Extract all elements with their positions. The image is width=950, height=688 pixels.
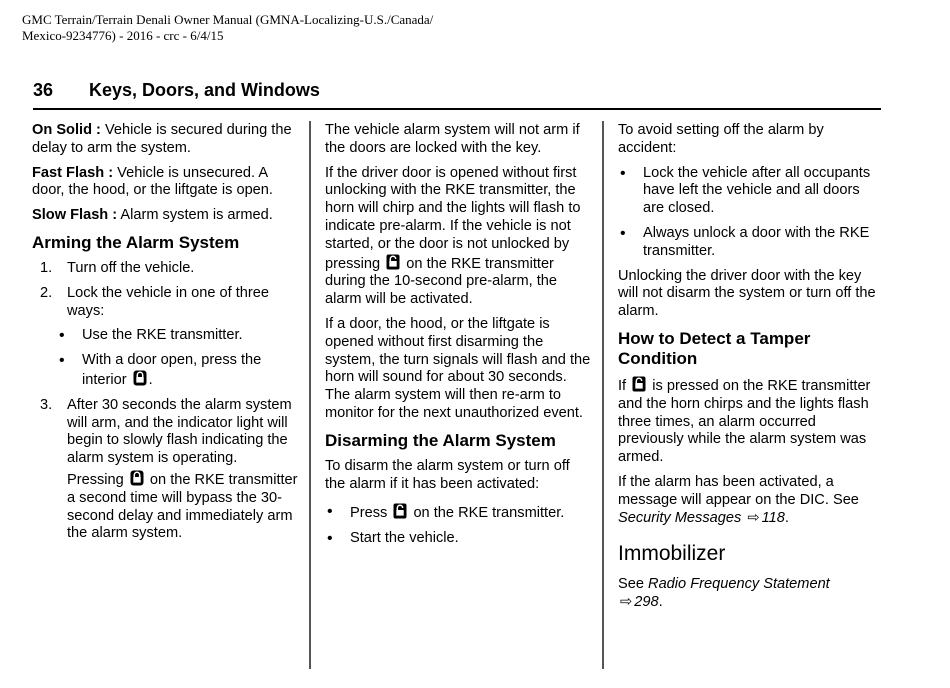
- col3-paragraph-4: [618, 474, 884, 527]
- status-slow-text: Alarm system is armed.: [120, 207, 273, 224]
- status-fast-text: Vehicle is unsecured. A door, the hood, or the liftgate is open.: [32, 164, 273, 199]
- step-2: [32, 285, 300, 321]
- lock-icon: [133, 370, 147, 386]
- col3-paragraph-3: [618, 376, 884, 467]
- document-header-line1: GMC Terrain/Terrain Denali Owner Manual (GMNA-Localizing-U.S./Canada/: [22, 12, 434, 27]
- document-header: [22, 12, 542, 44]
- bullet-use-rke-text: Use the RKE transmitter.: [82, 327, 243, 344]
- column-2: [325, 122, 591, 555]
- step-1-text: Turn off the vehicle.: [67, 259, 195, 276]
- security-messages-title: Security Messages: [618, 509, 742, 526]
- step-2-text: Lock the vehicle in one of three ways:: [67, 284, 270, 319]
- immobilizer-heading: Immobilizer: [618, 542, 726, 566]
- bullet-lock-after-text: Lock the vehicle after all occupants have left the vehicle and all doors are closed.: [643, 164, 871, 217]
- radio-frequency-title: Radio Frequency Statement: [648, 576, 830, 593]
- security-messages-link[interactable]: [618, 510, 785, 526]
- col3-paragraph-3-end: is pressed on the RKE transmitter and the horn chirps and the lights flash three times, an alarm occurred previously while the alarm system was armed.: [618, 377, 871, 466]
- unlock-icon: [632, 376, 646, 392]
- col3-paragraph-4-text: If the alarm has been activated, a message will appear on the DIC. See: [618, 473, 859, 508]
- radio-frequency-link[interactable]: [618, 576, 830, 610]
- heading-rule: [33, 108, 881, 110]
- col3-paragraph-1: To avoid setting off the alarm by accident:: [618, 122, 824, 156]
- security-messages-page: 118: [761, 509, 785, 526]
- col2-paragraph-4: To disarm the alarm system or turn off the alarm if it has been activated:: [325, 457, 570, 492]
- bullet-door-open-end: .: [148, 371, 153, 388]
- status-solid-label: On Solid :: [32, 122, 101, 138]
- document-header-line2: Mexico-9234776) - 2016 - crc - 6/4/15: [22, 28, 224, 43]
- bullet-start-vehicle-text: Start the vehicle.: [350, 530, 459, 547]
- bullet-door-open: [57, 352, 300, 390]
- col3-paragraph-5: [618, 576, 884, 612]
- pressing-text-start: Pressing: [67, 471, 124, 488]
- bullet-use-rke: [57, 327, 300, 345]
- col3-paragraph-2: Unlocking the driver door with the key will not disarm the system or turn off the alarm.: [618, 267, 876, 320]
- col3-paragraph-3-start: If: [618, 377, 627, 394]
- col3-paragraph-4-end: .: [784, 509, 789, 526]
- status-solid-text: Vehicle is secured during the delay to arm the system.: [32, 122, 292, 156]
- unlock-icon: [393, 503, 407, 519]
- pressing-text-end: on the RKE transmitter a second time will bypass the 30-second delay and immediately arm the alarm system.: [67, 471, 298, 542]
- bullet-always-unlock: [618, 225, 884, 261]
- bullet-press-unlock: [325, 503, 591, 523]
- page-number: 36: [33, 80, 54, 100]
- column-divider-2: [602, 121, 604, 669]
- section-title: Keys, Doors, and Windows: [89, 80, 320, 100]
- page-ref-arrow-icon: ⇨: [620, 594, 633, 611]
- step-1-number: 1.: [40, 259, 53, 276]
- status-fast-flash: [32, 165, 300, 201]
- status-slow-flash: [32, 207, 300, 225]
- bullet-press-unlock-start: Press: [350, 505, 388, 522]
- status-fast-label: Fast Flash :: [32, 164, 114, 181]
- step-3: [32, 397, 300, 468]
- bullet-start-vehicle: [325, 530, 591, 548]
- bullet-door-open-text: With a door open, press the interior: [82, 352, 262, 388]
- col2-paragraph-2: [325, 165, 591, 309]
- page-ref-arrow-icon: ⇨: [747, 509, 760, 526]
- col2-paragraph-2-start: If the driver door is opened without first unlocking with the RKE transmitter, the horn will chirp and the lights will flash to indicate pre-alarm. If the vehicle is not started, or the door is not unlocked by pressing: [325, 164, 581, 272]
- col3-paragraph-5-text: See: [618, 576, 644, 593]
- col2-paragraph-3: If a door, the hood, or the liftgate is opened without first disarming the system, the turn signals will flash and the horn will sound for about 30 seconds. The alarm system will then re-arm to monitor for the next unauthorized event.: [325, 315, 591, 421]
- step-2-number: 2.: [40, 284, 53, 301]
- step-1: [32, 260, 300, 278]
- pressing-paragraph: [32, 470, 300, 543]
- column-3: [618, 122, 884, 619]
- step-3-number: 3.: [40, 396, 53, 413]
- lock-icon: [130, 470, 144, 486]
- step-3-text: After 30 seconds the alarm system will arm, and the indicator light will begin to slowly flash indicating the alarm system is operating.: [67, 396, 292, 467]
- column-1: [32, 122, 300, 543]
- arming-heading: Arming the Alarm System: [32, 232, 240, 252]
- bullet-always-unlock-text: Always unlock a door with the RKE transmitter.: [643, 224, 870, 259]
- radio-frequency-page: 298: [634, 594, 659, 611]
- col2-paragraph-2-end: on the RKE transmitter during the 10-second pre-alarm, the alarm will be activated.: [325, 255, 558, 308]
- col3-paragraph-5-end: .: [658, 594, 663, 611]
- status-solid: [32, 122, 300, 158]
- unlock-icon: [386, 254, 400, 270]
- disarming-heading: Disarming the Alarm System: [325, 430, 556, 450]
- col2-paragraph-1: The vehicle alarm system will not arm if the doors are locked with the key.: [325, 122, 580, 156]
- bullet-press-unlock-end: on the RKE transmitter.: [413, 505, 565, 522]
- status-slow-label: Slow Flash :: [32, 207, 118, 224]
- page-heading: [33, 79, 320, 101]
- tamper-heading: How to Detect a Tamper Condition: [618, 328, 811, 368]
- bullet-lock-after: [618, 165, 884, 218]
- column-divider-1: [309, 121, 311, 669]
